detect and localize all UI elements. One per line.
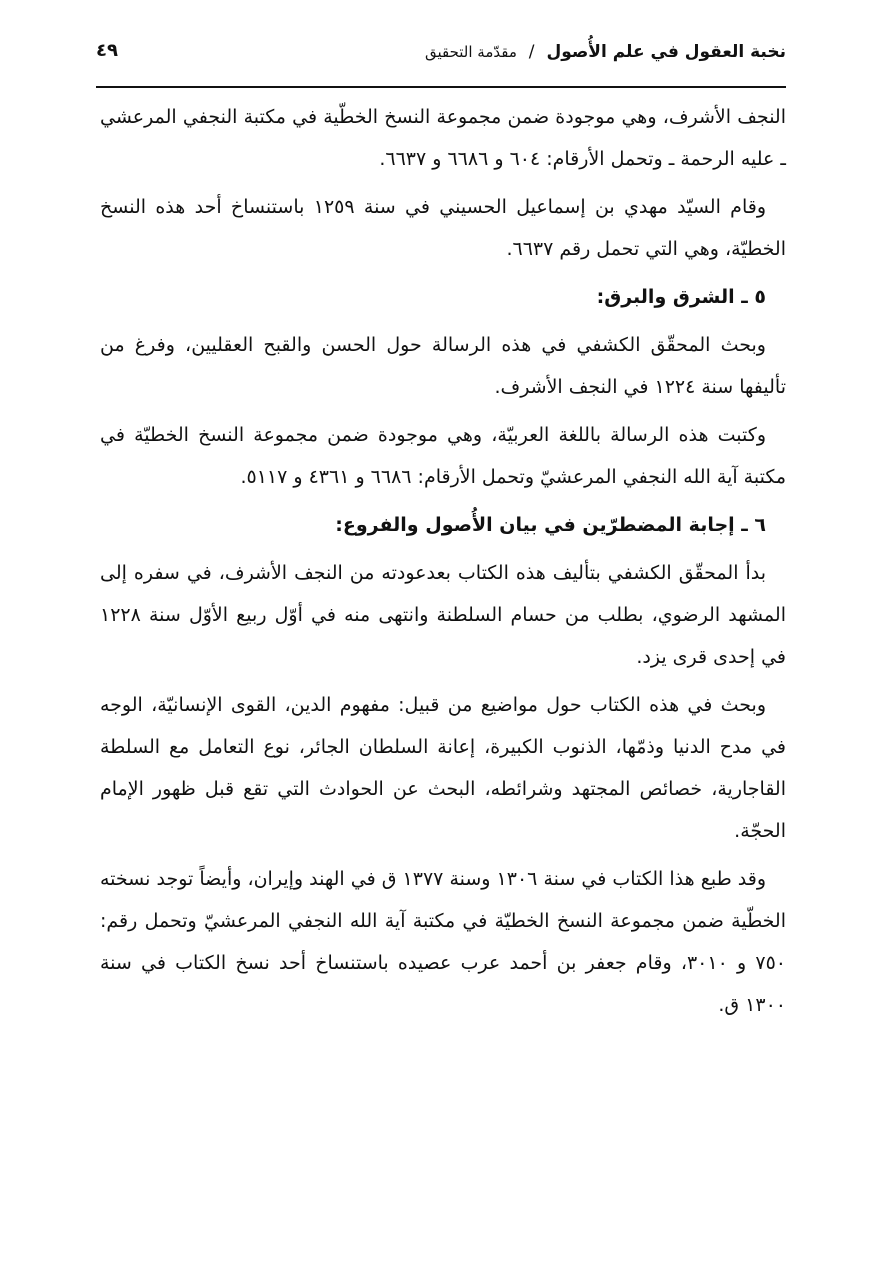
paragraph-1: النجف الأشرف، وهي موجودة ضمن مجموعة النسخ الخطّية في مكتبة النجفي المرعشي ـ عليه الرحمة ـ وتحمل الأرقام: ٦٠٤ و ٦٦٨٦ و ٦٦٣٧. (100, 106, 786, 170)
paragraph-7: وقد طبع هذا الكتاب في سنة ١٣٠٦ وسنة ١٣٧٧ ق في الهند وإيران، وأيضاً توجد نسخته الخطّية ضمن مجموعة النسخ الخطيّة في مكتبة آية الله النجفي المرعشيّ وتحمل رقم: ٧٥٠ و ٣٠١٠، وقام جعفر بن أحمد عرب عصيده باستنساخ أحد نسخ الكتاب في سنة ١٣٠٠ ق. (100, 868, 786, 1016)
page-number: ٤٩ (96, 40, 118, 61)
header-rule (96, 86, 786, 88)
book-title (425, 42, 786, 62)
paragraph-5: بدأ المحقّق الكشفي بتأليف هذه الكتاب بعدعودته من النجف الأشرف، في سفره إلى المشهد الرضوي، بطلب من حسام السلطنة وانتهى منه في أوّل ربيع الأوّل سنة ١٢٢٨ في إحدى قرى يزد. (100, 562, 786, 668)
heading-6: ٦ ـ إجابة المضطرّين في بيان الأُصول والفروع: (335, 514, 766, 536)
paragraph-2: وقام السيّد مهدي بن إسماعيل الحسيني في سنة ١٢٥٩ باستنساخ أحد هذه النسخ الخطيّة، وهي التي تحمل رقم ٦٦٣٧. (100, 196, 786, 260)
paragraph-4: وكتبت هذه الرسالة باللغة العربيّة، وهي موجودة ضمن مجموعة النسخ الخطيّة في مكتبة آية الله النجفي المرعشيّ وتحمل الأرقام: ٦٦٨٦ و ٤٣٦١ و ٥١١٧. (100, 424, 786, 488)
section-subtitle: مقدّمة التحقيق (424, 43, 517, 61)
page-body (100, 96, 786, 1032)
book-title-text: نخبة العقول في علم الأُصول (546, 42, 786, 62)
paragraph-6: وبحث في هذه الكتاب حول مواضيع من قبيل: مفهوم الدين، القوى الإنسانيّة، الوجه في مدح الدنيا وذمّها، الذنوب الكبيرة، إعانة السلطان الجائر، نوع التعامل مع السلطة القاجارية، خصائص المجتهد وشرائطه، البحث عن الحوادث التي تقع قبل ظهور الإمام الحجّة. (100, 694, 786, 842)
heading-5: ٥ ـ الشرق والبرق: (596, 286, 766, 308)
running-header (96, 36, 786, 88)
paragraph-3: وبحث المحقّق الكشفي في هذه الرسالة حول الحسن والقبح العقليين، وفرغ من تأليفها سنة ١٢٢٤ في النجف الأشرف. (100, 334, 786, 398)
header-separator: / (528, 42, 535, 62)
